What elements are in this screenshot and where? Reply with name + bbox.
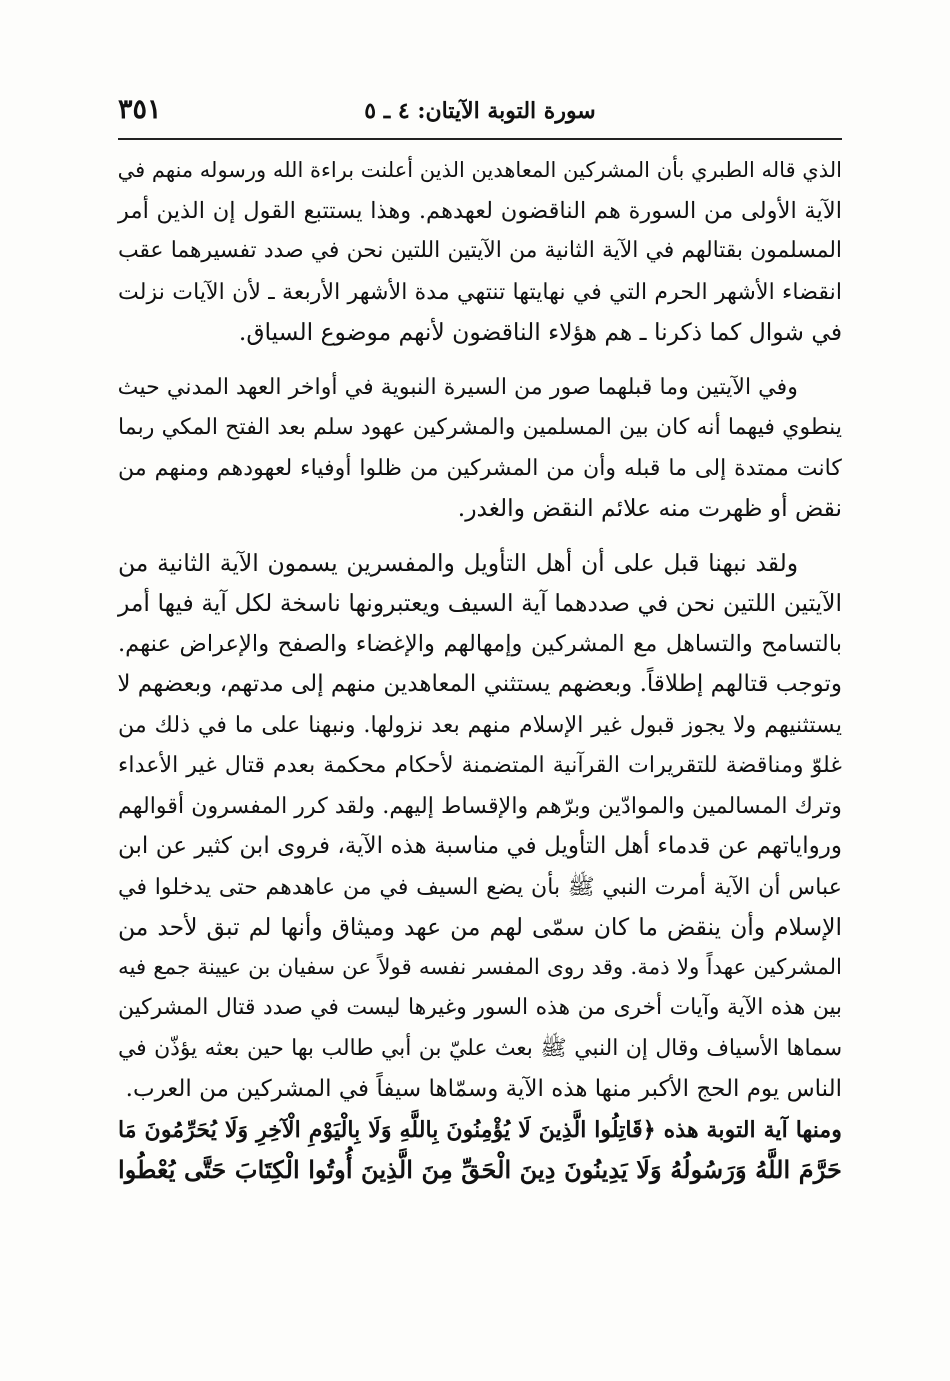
text-line: نقض أو ظهرت منه علائم النقض والغدر. bbox=[457, 494, 842, 522]
text-line: ينطوي فيهما أنه كان بين المسلمين والمشركين عهود سلم بعد الفتح المكي ربما bbox=[118, 414, 842, 440]
text-line: المشركين عهداً ولا ذمة. وقد روى المفسر نفسه قولاً عن سفيان بن عيينة جمع فيه bbox=[118, 954, 842, 980]
text-line: المسلمون بقتالهم في الآية الثانية من الآيتين اللتين نحن في صدد تفسيرهما عقب bbox=[118, 238, 842, 263]
text-line: ولقد نبهنا قبل على أن أهل التأويل والمفسرين يسمون الآية الثانية من bbox=[118, 548, 798, 577]
text-line: الإسلام وأن ينقض ما كان سمّى لهم من عهد وميثاق وأنها لم تبق لأحد من bbox=[118, 913, 842, 941]
paragraph-4 bbox=[118, 1110, 842, 1191]
text-line: الذي قاله الطبري بأن المشركين المعاهدين الذين أعلنت براءة الله ورسوله منهم في bbox=[117, 158, 842, 182]
text-line: في شوال كما ذكرنا ـ هم هؤلاء الناقضون لأنهم موضوع السياق. bbox=[238, 318, 842, 346]
page-number: ٣٥١ bbox=[118, 94, 162, 125]
chapter-title: سورة التوبة الآيتان: ٤ ـ ٥ bbox=[364, 98, 596, 124]
quran-verse-line: حَرَّمَ اللَّهُ وَرَسُولُهُ وَلَا يَدِينُونَ دِينَ الْحَقِّ مِنَ الَّذِينَ أُوتُوا الْكِتَابَ حَتَّى يُعْطُوا bbox=[118, 1155, 842, 1184]
text-line: وفي الآيتين وما قبلهما صور من السيرة النبوية في أواخر العهد المدني حيث bbox=[117, 373, 798, 400]
text-line: وترك المسالمين والموادّين وبرّهم والإقساط إليهم. ولقد كرر المفسرون أقوالهم bbox=[118, 792, 842, 819]
page-header bbox=[118, 92, 842, 136]
text-line: بين هذه الآية وآيات أخرى من هذه السور وغيرها ليست في صدد قتال المشركين bbox=[118, 995, 842, 1020]
paragraph-1 bbox=[118, 150, 842, 353]
text-line: كانت ممتدة إلى ما قبله وأن من المشركين من ظلوا أوفياء لعهودهم ومنهم من bbox=[118, 454, 842, 481]
text-line: الناس يوم الحج الأكبر منها هذه الآية وسمّاها سيفاً في المشركين من العرب. bbox=[125, 1076, 842, 1102]
header-rule bbox=[118, 138, 842, 140]
text-line: وتوجب قتالهم إطلاقاً. وبعضهم يستثني المعاهدين منهم إلى مدتهم، وبعضهم لا bbox=[117, 671, 842, 697]
text-line: الآية الأولى من السورة هم الناقضون لعهدهم. وهذا يستتبع القول إن الذين أمر bbox=[118, 197, 842, 224]
paragraph-3 bbox=[118, 543, 842, 1110]
text-line: انقضاء الأشهر الحرم التي في نهايتها تنتهي مدة الأشهر الأربعة ـ لأن الآيات نزلت bbox=[118, 278, 842, 305]
paragraph-2 bbox=[118, 367, 842, 529]
text-line: غلوّ ومناقضة للتقريرات القرآنية المتضمنة لأحكام محكمة بعدم قتال غير الأعداء bbox=[118, 752, 842, 778]
text-line: يستثنيهم ولا يجوز قبول غير الإسلام منهم بعد نزولها. ونبهنا على ما في ذلك من bbox=[118, 711, 842, 738]
text-line: عباس أن الآية أمرت النبي ﷺ بأن يضع السيف في من عاهدهم حتى يدخلوا في bbox=[118, 873, 842, 900]
text-line: سماها الأسياف وقال إن النبي ﷺ بعث عليّ بن أبي طالب بها حين بعثه يؤذّن في bbox=[118, 1035, 842, 1061]
page-body bbox=[118, 150, 842, 1191]
text-line: ورواياتهم عن قدماء أهل التأويل في مناسبة هذه الآية، فروى ابن كثير عن ابن bbox=[118, 833, 842, 859]
text-line: الآيتين اللتين نحن في صددهما آية السيف ويعتبرونها ناسخة لكل آية فيها أمر bbox=[118, 589, 842, 617]
text-line: بالتسامح والتساهل مع المشركين وإمهالهم والإغضاء والصفح والإعراض عنهم. bbox=[118, 630, 842, 657]
quran-verse-line: ومنها آية التوبة هذه ﴿قَاتِلُوا الَّذِينَ لَا يُؤْمِنُونَ بِاللَّهِ وَلَا بِالْيَوْمِ الْآخِرِ وَلَا يُحَرِّمُونَ مَا bbox=[118, 1116, 842, 1143]
